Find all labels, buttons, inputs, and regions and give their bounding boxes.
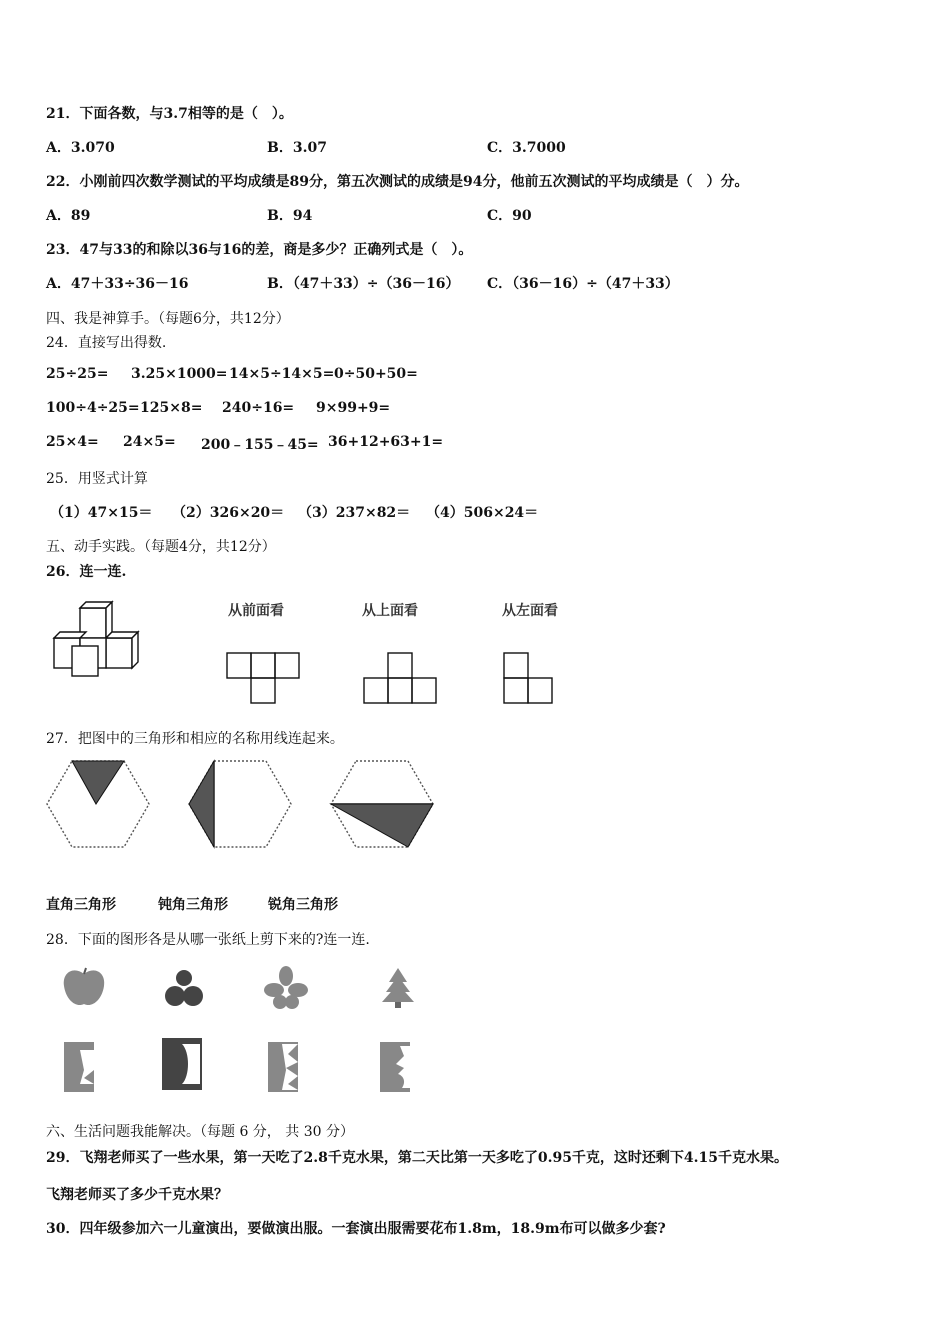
q22-option-c[interactable]: C．90 [487,208,532,224]
q25-item: （2）326×20＝ [172,505,285,521]
q28-apple-shape [60,966,108,1010]
q24-item: 36+12+63+1= [328,434,444,450]
q21-option-b[interactable]: B．3.07 [267,140,327,156]
section5-title: 五、动手实践。（每题4分，共12分） [46,539,276,555]
section4-title: 四、我是神算手。（每题6分，共12分） [46,311,290,327]
q27-hexagon-acute [46,760,150,848]
q27-name-acute[interactable]: 锐角三角形 [268,897,338,913]
q23-option-b[interactable]: B．（47＋33）÷（36－16） [267,276,460,292]
q24-stem: 24．直接写出得数. [46,335,167,351]
section6-title: 六、生活问题我能解决。（每题 6 分， 共 30 分） [46,1124,354,1140]
q26-stem: 26．连一连. [46,564,127,580]
q24-item: 24×5= [123,434,176,450]
q28-gourd-shape [162,966,206,1010]
q22-option-a[interactable]: A．89 [46,208,91,224]
q24-item: 9×99+9= [316,400,391,416]
q26-solid-figure [48,600,148,680]
q24-item: 25÷25= [46,366,109,382]
q23-stem: 23．47与33的和除以36与16的差，商是多少？正确列式是（ ）。 [46,242,473,258]
q28-tree-shape [376,966,420,1010]
q27-name-right[interactable]: 直角三角形 [46,897,116,913]
q26-view-label: 从上面看 [362,603,418,619]
q24-item: 14×5÷14×5= [229,366,335,382]
q26-left-view [503,652,557,706]
q28-paper-4 [378,1040,414,1094]
q24-item: 125×8= [140,400,203,416]
q26-view-label: 从前面看 [228,603,284,619]
q24-item: 100÷4÷25= [46,400,140,416]
q28-paper-3 [266,1040,302,1094]
q30-stem: 30．四年级参加六一儿童演出，要做演出服。一套演出服需要花布1.8m，18.9m布可以做多少套? [46,1221,666,1237]
q24-item: 3.25×1000= [131,366,228,382]
q26-top-view [363,652,439,706]
q21-stem: 21．下面各数，与3.7相等的是（ ）。 [46,106,293,122]
q27-hexagon-obtuse [330,760,434,848]
q25-item: （1）47×15＝ [50,505,153,521]
q27-hexagon-right [188,760,292,848]
q25-item: （3）237×82＝ [298,505,411,521]
q21-option-a[interactable]: A．3.070 [46,140,115,156]
q23-option-c[interactable]: C．（36－16）÷（47＋33） [487,276,679,292]
q28-paper-1 [62,1040,98,1094]
q26-front-view [226,652,302,706]
q24-item: 200﹣155﹣45= [201,437,319,453]
q23-option-a[interactable]: A．47＋33÷36－16 [46,276,189,292]
q28-flower-shape [264,966,308,1010]
q29-question: 飞翔老师买了多少千克水果？ [46,1187,228,1203]
q26-view-label: 从左面看 [502,603,558,619]
q22-stem: 22．小刚前四次数学测试的平均成绩是89分，第五次测试的成绩是94分，他前五次测试的平均成绩是（ ）分。 [46,174,749,190]
q24-item: 240÷16= [222,400,295,416]
q22-option-b[interactable]: B．94 [267,208,313,224]
q25-stem: 25．用竖式计算 [46,471,148,487]
q27-stem: 27．把图中的三角形和相应的名称用线连起来。 [46,731,344,747]
q21-option-c[interactable]: C．3.7000 [487,140,566,156]
q28-paper-2 [160,1036,206,1092]
q29-stem: 29．飞翔老师买了一些水果，第一天吃了2.8千克水果，第二天比第一天多吃了0.95千克，这时还剩下4.15千克水果。 [46,1150,789,1166]
q27-name-obtuse[interactable]: 钝角三角形 [158,897,228,913]
q28-stem: 28．下面的图形各是从哪一张纸上剪下来的?连一连. [46,932,370,948]
q25-item: （4）506×24＝ [426,505,539,521]
q24-item: 25×4= [46,434,99,450]
q24-item: 0÷50+50= [334,366,418,382]
